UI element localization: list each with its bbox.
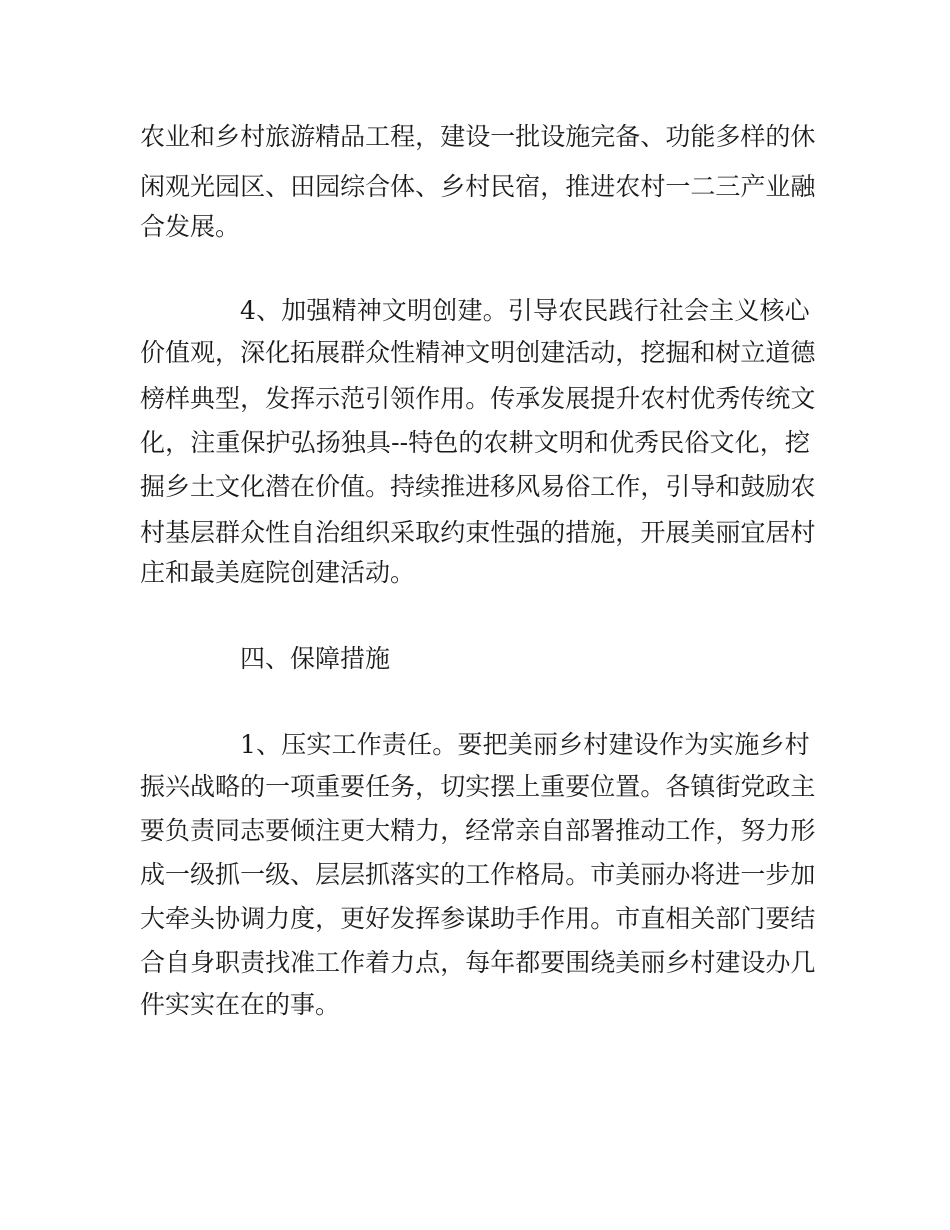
paragraph-line: 振 兴 战 略 的 一 项 重 要 任 务 ， 切 实 摆 上 重 要 位 置 。 各 镇 街 党 政 主 <box>140 772 816 801</box>
paragraph-line: 闲 观 光 园 区 、 田 园 综 合 体 、 乡 村 民 宿 ， 推 进 农 村 一 二 三 产 业 融 <box>140 172 816 201</box>
paragraph-line: 价 值 观 ， 深 化 拓 展 群 众 性 精 神 文 明 创 建 活 动 ， 挖 掘 和 树 立 道 德 <box>140 338 816 367</box>
paragraph-line: 4 、 加 强 精 神 文 明 创 建 。 引 导 农 民 践 行 社 会 主 义 核 心 <box>240 296 810 325</box>
paragraph-line: 村 基 层 群 众 性 自 治 组 织 采 取 约 束 性 强 的 措 施 ， 开 展 美 丽 宜 居 村 <box>140 518 816 547</box>
paragraph-line: 合发展。 <box>140 212 241 241</box>
paragraph-line: 1 、 压 实 工 作 责 任 。 要 把 美 丽 乡 村 建 设 作 为 实 施 乡 村 <box>240 730 810 759</box>
paragraph-line: 化 ， 注 重 保 护 弘 扬 独 具 - - 特 色 的 农 耕 文 明 和 优 秀 民 俗 文 化 ， 挖 <box>140 428 810 457</box>
paragraph-line: 大 牵 头 协 调 力 度 ， 更 好 发 挥 参 谋 助 手 作 用 。 市 直 相 关 部 门 要 结 <box>140 904 816 933</box>
paragraph-line: 要 负 责 同 志 要 倾 注 更 大 精 力 ， 经 常 亲 自 部 署 推 动 工 作 ， 努 力 形 <box>140 816 816 845</box>
section-heading: 四、保障措施 <box>240 644 391 673</box>
paragraph-line: 庄和最美庭院创建活动。 <box>140 558 416 587</box>
paragraph-line: 农 业 和 乡 村 旅 游 精 品 工 程 ， 建 设 一 批 设 施 完 备 、 功 能 多 样 的 休 <box>140 122 816 151</box>
paragraph-line: 榜 样 典 型 ， 发 挥 示 范 引 领 作 用 。 传 承 发 展 提 升 农 村 优 秀 传 统 文 <box>140 384 816 413</box>
paragraph-line: 件实实在在的事。 <box>140 990 341 1019</box>
paragraph-line: 成 一 级 抓 一 级 、 层 层 抓 落 实 的 工 作 格 局 。 市 美 丽 办 将 进 一 步 加 <box>140 860 816 889</box>
paragraph-line: 合 自 身 职 责 找 准 工 作 着 力 点 ， 每 年 都 要 围 绕 美 丽 乡 村 建 设 办 几 <box>140 948 816 977</box>
paragraph-line: 掘 乡 土 文 化 潜 在 价 值 。 持 续 推 进 移 风 易 俗 工 作 ， 引 导 和 鼓 励 农 <box>140 472 816 501</box>
